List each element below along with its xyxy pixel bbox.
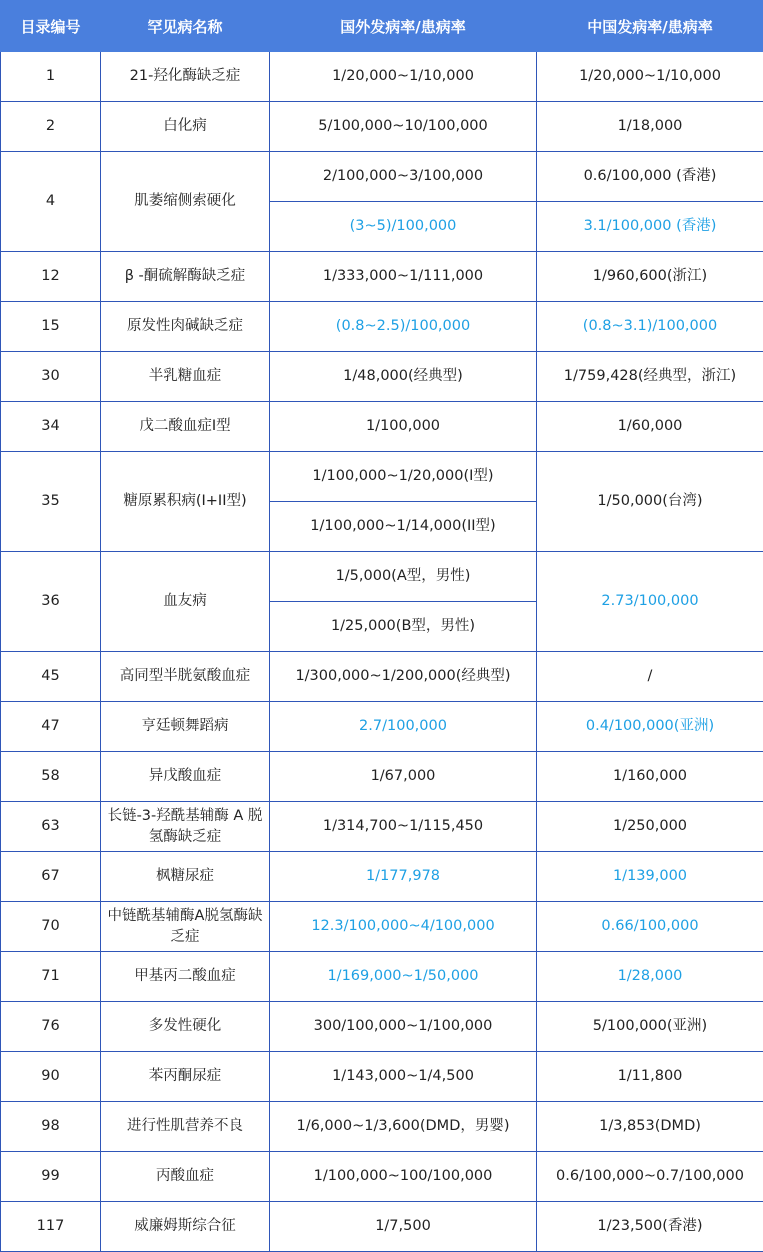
foreign-incidence: 1/20,000~1/10,000 [270, 52, 537, 102]
disease-name: β -酮硫解酶缺乏症 [101, 252, 270, 302]
catalog-number: 98 [1, 1102, 101, 1152]
table-row [1, 1152, 763, 1202]
catalog-number: 47 [1, 702, 101, 752]
china-incidence: 0.66/100,000 [537, 902, 763, 952]
foreign-incidence: (3~5)/100,000 [270, 202, 537, 252]
catalog-number: 12 [1, 252, 101, 302]
china-incidence: 5/100,000(亚洲) [537, 1002, 763, 1052]
foreign-incidence: 1/5,000(A型，男性) [270, 552, 537, 602]
catalog-number: 34 [1, 402, 101, 452]
china-incidence: 1/139,000 [537, 852, 763, 902]
foreign-incidence: 2/100,000~3/100,000 [270, 152, 537, 202]
table-row [1, 552, 763, 602]
china-incidence: 0.4/100,000(亚洲) [537, 702, 763, 752]
disease-name: 中链酰基辅酶A脱氢酶缺乏症 [101, 902, 270, 952]
table-header-row [1, 1, 763, 52]
foreign-incidence: 1/169,000~1/50,000 [270, 952, 537, 1002]
disease-name: 丙酸血症 [101, 1152, 270, 1202]
header-disease-name: 罕见病名称 [101, 1, 270, 52]
china-incidence: 1/28,000 [537, 952, 763, 1002]
foreign-incidence: 1/100,000~1/14,000(II型) [270, 502, 537, 552]
china-incidence: 1/759,428(经典型，浙江) [537, 352, 763, 402]
catalog-number: 99 [1, 1152, 101, 1202]
table-row [1, 152, 763, 202]
table-row [1, 302, 763, 352]
catalog-number: 30 [1, 352, 101, 402]
china-incidence: / [537, 652, 763, 702]
disease-name: 半乳糖血症 [101, 352, 270, 402]
foreign-incidence: 1/6,000~1/3,600(DMD，男婴) [270, 1102, 537, 1152]
foreign-incidence: 1/177,978 [270, 852, 537, 902]
table-row [1, 902, 763, 952]
catalog-number: 70 [1, 902, 101, 952]
china-incidence: 1/23,500(香港) [537, 1202, 763, 1252]
foreign-incidence: 1/100,000 [270, 402, 537, 452]
table-row [1, 752, 763, 802]
disease-name: 戊二酸血症I型 [101, 402, 270, 452]
disease-name: 糖原累积病(I+II型) [101, 452, 270, 552]
china-incidence: 1/960,600(浙江) [537, 252, 763, 302]
disease-name: 甲基丙二酸血症 [101, 952, 270, 1002]
catalog-number: 63 [1, 802, 101, 852]
catalog-number: 67 [1, 852, 101, 902]
foreign-incidence: 300/100,000~1/100,000 [270, 1002, 537, 1052]
catalog-number: 1 [1, 52, 101, 102]
table-row [1, 1052, 763, 1102]
header-china-incidence: 中国发病率/患病率 [537, 1, 763, 52]
foreign-incidence: 5/100,000~10/100,000 [270, 102, 537, 152]
china-incidence: 3.1/100,000 (香港) [537, 202, 763, 252]
catalog-number: 117 [1, 1202, 101, 1252]
table-row [1, 702, 763, 752]
table-row [1, 852, 763, 902]
foreign-incidence: 12.3/100,000~4/100,000 [270, 902, 537, 952]
catalog-number: 90 [1, 1052, 101, 1102]
disease-name: 原发性肉碱缺乏症 [101, 302, 270, 352]
china-incidence: 2.73/100,000 [537, 552, 763, 652]
china-incidence: 1/3,853(DMD) [537, 1102, 763, 1152]
disease-name: 21-羟化酶缺乏症 [101, 52, 270, 102]
table-row [1, 352, 763, 402]
disease-name: 多发性硬化 [101, 1002, 270, 1052]
china-incidence: 0.6/100,000 (香港) [537, 152, 763, 202]
catalog-number: 58 [1, 752, 101, 802]
catalog-number: 76 [1, 1002, 101, 1052]
table-row [1, 802, 763, 852]
foreign-incidence: 1/300,000~1/200,000(经典型) [270, 652, 537, 702]
foreign-incidence: 1/25,000(B型，男性) [270, 602, 537, 652]
foreign-incidence: 1/314,700~1/115,450 [270, 802, 537, 852]
table-row [1, 652, 763, 702]
header-catalog-number: 目录编号 [1, 1, 101, 52]
catalog-number: 4 [1, 152, 101, 252]
china-incidence: 1/60,000 [537, 402, 763, 452]
table-row [1, 1202, 763, 1252]
foreign-incidence: 1/333,000~1/111,000 [270, 252, 537, 302]
table-row [1, 402, 763, 452]
china-incidence: 0.6/100,000~0.7/100,000 [537, 1152, 763, 1202]
disease-name: 异戊酸血症 [101, 752, 270, 802]
table-row [1, 1002, 763, 1052]
china-incidence: 1/11,800 [537, 1052, 763, 1102]
disease-name: 亨廷顿舞蹈病 [101, 702, 270, 752]
table-row [1, 452, 763, 502]
foreign-incidence: 1/48,000(经典型) [270, 352, 537, 402]
china-incidence: 1/250,000 [537, 802, 763, 852]
china-incidence: 1/18,000 [537, 102, 763, 152]
china-incidence: 1/50,000(台湾) [537, 452, 763, 552]
foreign-incidence: 1/143,000~1/4,500 [270, 1052, 537, 1102]
foreign-incidence: 1/7,500 [270, 1202, 537, 1252]
catalog-number: 71 [1, 952, 101, 1002]
disease-name: 威廉姆斯综合征 [101, 1202, 270, 1252]
foreign-incidence: 1/67,000 [270, 752, 537, 802]
foreign-incidence: 1/100,000~1/20,000(I型) [270, 452, 537, 502]
table-row [1, 52, 763, 102]
china-incidence: 1/20,000~1/10,000 [537, 52, 763, 102]
table-row [1, 102, 763, 152]
catalog-number: 2 [1, 102, 101, 152]
header-foreign-incidence: 国外发病率/患病率 [270, 1, 537, 52]
disease-name: 进行性肌营养不良 [101, 1102, 270, 1152]
table-row [1, 952, 763, 1002]
disease-name: 枫糖尿症 [101, 852, 270, 902]
catalog-number: 45 [1, 652, 101, 702]
foreign-incidence: (0.8~2.5)/100,000 [270, 302, 537, 352]
foreign-incidence: 1/100,000~100/100,000 [270, 1152, 537, 1202]
disease-name: 肌萎缩侧索硬化 [101, 152, 270, 252]
catalog-number: 36 [1, 552, 101, 652]
disease-name: 苯丙酮尿症 [101, 1052, 270, 1102]
china-incidence: 1/160,000 [537, 752, 763, 802]
disease-name: 高同型半胱氨酸血症 [101, 652, 270, 702]
table-row [1, 1102, 763, 1152]
table-row [1, 252, 763, 302]
disease-name: 白化病 [101, 102, 270, 152]
disease-name: 长链-3-羟酰基辅酶 A 脱氢酶缺乏症 [101, 802, 270, 852]
catalog-number: 35 [1, 452, 101, 552]
china-incidence: (0.8~3.1)/100,000 [537, 302, 763, 352]
disease-name: 血友病 [101, 552, 270, 652]
catalog-number: 15 [1, 302, 101, 352]
foreign-incidence: 2.7/100,000 [270, 702, 537, 752]
